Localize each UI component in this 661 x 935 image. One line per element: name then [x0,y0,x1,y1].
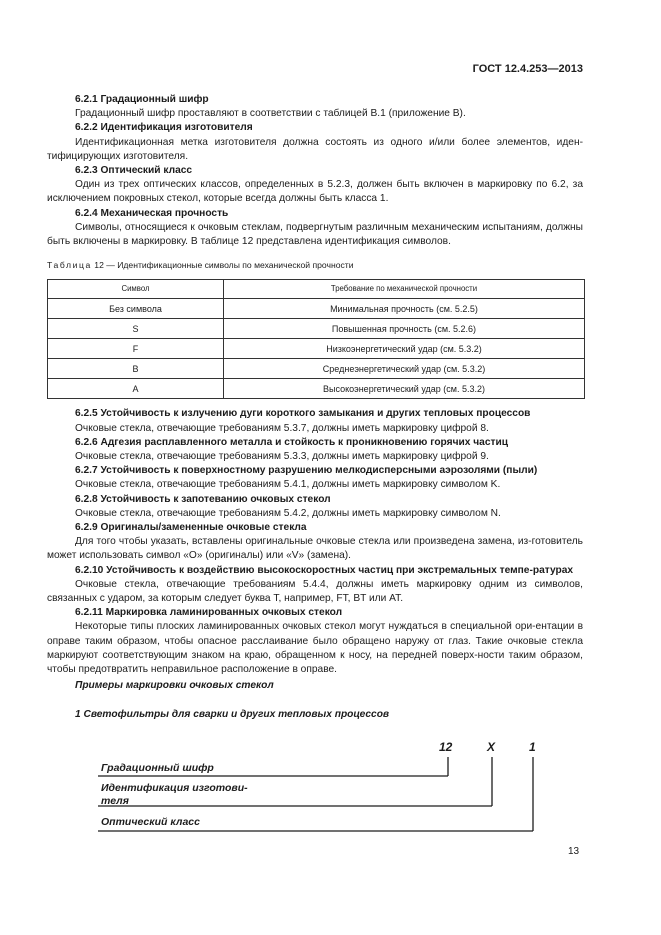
section-heading-6-2-7: 6.2.7 Устойчивость к поверхностному разрушению мелкодисперсными аэрозолями (пыли) [75,465,538,477]
section-heading-6-2-6: 6.2.6 Адгезия расплавленного металла и стойкость к проникновению горячих частиц [75,436,509,448]
table-caption [47,258,583,272]
table-cell-symbol: S [48,319,224,339]
section-heading-6-2-1: 6.2.1 Градационный шифр [75,94,209,105]
examples-title: Примеры маркировки очковых стекол [75,680,274,692]
table-row [48,379,585,399]
section-text-6-2-6: Очковые стекла, отвечающие требованиям 5.3.3, должны иметь маркировку цифрой 9. [75,451,489,463]
section-text-6-2-5: Очковые стекла, отвечающие требованиям 5.3.7, должны иметь маркировку цифрой 8. [75,422,489,434]
table-header-row [48,280,585,299]
main-content [47,93,583,722]
section-heading-6-2-3: 6.2.3 Оптический класс [75,165,193,177]
table-cell-requirement: Высокоэнергетический удар (см. 5.3.2) [224,379,585,399]
section-heading-6-2-9: 6.2.9 Оригиналы/замененные очковые стекла [75,522,307,534]
table-row [48,299,585,319]
section-heading-6-2-2: 6.2.2 Идентификация изготовителя [75,122,253,134]
example-1-title: 1 Светофильтры для сварки и других тепловых процессов [75,708,390,720]
table-header-symbol: Символ [48,280,224,299]
section-text-6-2-8: Очковые стекла, отвечающие требованиям 5.4.2, должны иметь маркировку символом N. [75,507,501,519]
table-cell-requirement: Минимальная прочность (см. 5.2.5) [224,299,585,319]
section-text-6-2-9: Для того чтобы указать, вставлены оригинальные очковые стекла или произведена замена, из-готовитель может использовать символ «O» (оригиналы) или «V» (замена). [47,536,583,562]
diagram-label-manufacturer-line2: теля [101,795,129,807]
table-cell-symbol: F [48,339,224,359]
table-cell-symbol: Без символа [48,299,224,319]
section-text-6-2-11: Некоторые типы плоских ламинированных очковых стекол могут нуждаться в специальной ори-ентации в оправе таким образом, чтобы опасное расслаивание было обращено наружу от глаз. Такие очковые стекла маркируют соответствующим знаком на краю, обращенном к носу, на передней поверх-ности таким образом, чтобы предотвратить неправильное расположение в оправе. [47,621,583,676]
section-text-6-2-10: Очковые стекла, отвечающие требованиям 5.4.4, должны иметь маркировку одним из символов, связанных с ударом, за которым следует буква T, например, FT, BT или AT. [47,578,583,605]
section-heading-6-2-10: 6.2.10 Устойчивость к воздействию высокоскоростных частиц при экстремальных темпе-ратурах [75,564,574,576]
section-heading-6-2-11: 6.2.11 Маркировка ламинированных очковых стекол [75,607,343,619]
document-code-header: ГОСТ 12.4.253—2013 [472,63,583,75]
page-number: 13 [568,846,580,857]
section-heading-6-2-5: 6.2.5 Устойчивость к излучению дуги короткого замыкания и других тепловых процессов [75,408,531,420]
table-row [48,339,585,359]
table-row [48,319,585,339]
table-cell-requirement: Повышенная прочность (см. 5.2.6) [224,319,585,339]
diagram-code-gradation: 12 [439,740,453,754]
table-caption-prefix: Таблица [47,260,92,271]
diagram-code-optical-class: 1 [529,740,536,754]
section-heading-6-2-4: 6.2.4 Механическая прочность [75,207,229,219]
mechanical-strength-table [47,279,585,399]
diagram-label-manufacturer-line1: Идентификация изготови- [101,782,248,794]
table-cell-symbol: A [48,379,224,399]
table-row [48,359,585,379]
section-text-6-2-3: Один из трех оптических классов, определенных в 5.2.3, должен быть включен в маркировку по 6.2, за исключением покровных стекол, которые всегда должны быть класса 1. [47,179,583,205]
table-caption-text: 12 — Идентификационные символы по механической прочности [94,260,354,271]
section-text-6-2-2: Идентификационная метка изготовителя должна состоять из одного и/или более элементов, иден-тифицирующих изготовителя. [47,136,583,162]
table-cell-symbol: B [48,359,224,379]
diagram-label-optical-class: Оптический класс [101,816,200,828]
section-heading-6-2-8: 6.2.8 Устойчивость к запотеванию очковых стекол [75,493,331,505]
section-text-6-2-4: Символы, относящиеся к очковым стеклам, подвергнутым различным механическим испытаниям, должны быть включены в маркировку. В таблице 12 представлена идентификация символов. [47,221,583,248]
section-text-6-2-7: Очковые стекла, отвечающие требованиям 5.4.1, должны иметь маркировку символом K. [75,479,501,491]
table-cell-requirement: Среднеэнергетический удар (см. 5.3.2) [224,359,585,379]
table-header-requirement: Требование по механической прочности [224,280,585,299]
diagram-code-manufacturer: X [487,740,496,754]
section-text-6-2-1: Градационный шифр проставляют в соответствии с таблицей В.1 (приложение В). [75,108,466,120]
diagram-label-gradation: Градационный шифр [101,762,214,774]
table-cell-requirement: Низкоэнергетический удар (см. 5.3.2) [224,339,585,359]
